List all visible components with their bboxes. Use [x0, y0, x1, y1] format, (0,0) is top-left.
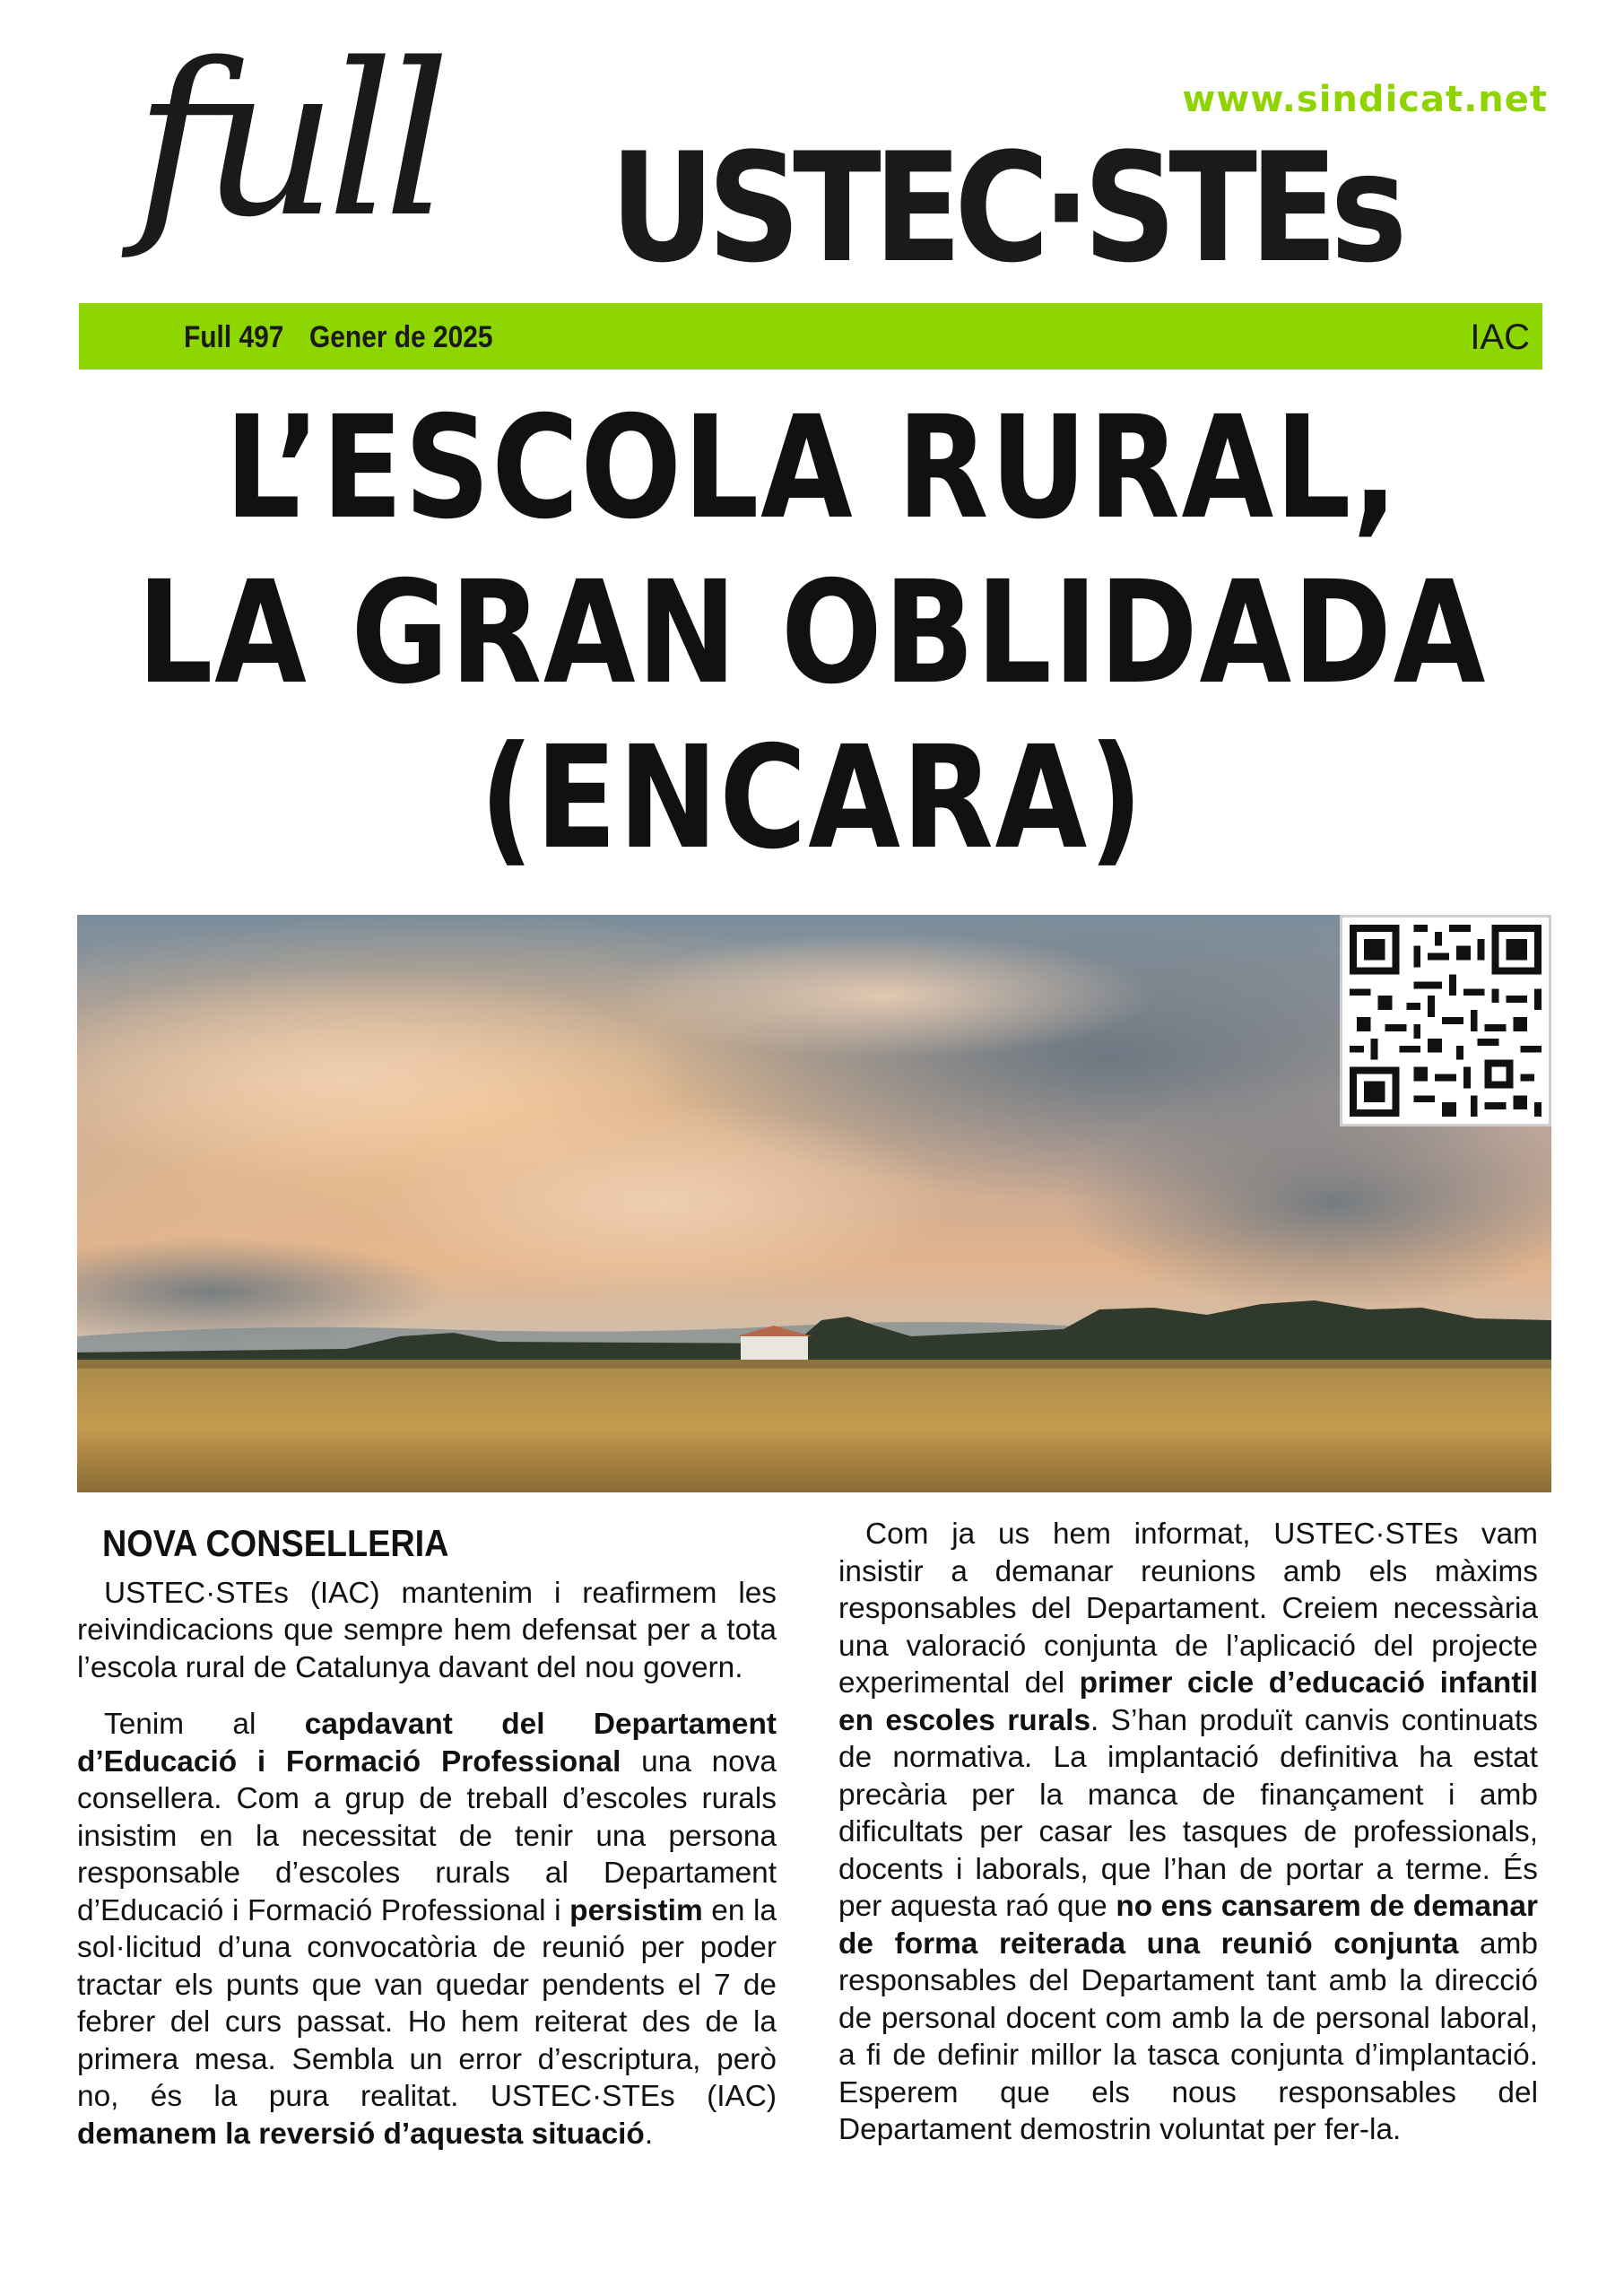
issue-number: Full 497 — [184, 320, 284, 354]
text: amb responsables del Departament tant amb la direcció de personal docent com amb la de personal laboral, a fi de definir millor la tasca conjunta d’implantació. Esperem que els nous responsables del Departament demostrin voluntat per fer-la. — [838, 1926, 1538, 2146]
article-column-left — [77, 1516, 777, 2172]
issue-date: Gener de 2025 — [309, 320, 493, 354]
text: Tenim al — [104, 1708, 305, 1741]
text: . S’han produït canvis continuats de normativa. La implantació definitiva ha estat precària per la manca de finançament i amb dificultats per casar les tasques de professionals, docents i laborals, que l’han de portar a terme. És per aquesta raó que — [838, 1703, 1538, 1923]
text: en la sol·licitud d’una convocatòria de reunió per poder tractar els punts que van quedar pendents el 7 de febrer del curs passat. Ho hem reiterat des de la primera mesa. Sembla un error d’escriptura, però no, és la pura realitat. USTEC·STEs (IAC) — [77, 1893, 777, 2113]
emphasis-primer-cicle: primer cicle d’educació infantil en escoles rurals — [838, 1666, 1539, 1737]
headline — [0, 386, 1624, 881]
emphasis-reversio: demanem la reversió d’aquesta situació — [77, 2117, 645, 2151]
issue-bar — [79, 303, 1542, 370]
headline-line-1: L’ESCOLA RURAL, — [224, 386, 1400, 551]
emphasis-persistim: persistim — [569, 1893, 703, 1927]
headline-line-3: (ENCARA) — [479, 716, 1145, 881]
brand-title: USTEC·STEs — [610, 120, 1400, 296]
rural-field-sunset-photo — [77, 915, 1551, 1492]
emphasis-reunio: no ens cansarem de demanar de forma reiterada una reunió conjunta — [838, 1890, 1538, 1961]
headline-line-2: LA GRAN OBLIDADA — [136, 551, 1488, 716]
paragraph-2 — [77, 1706, 777, 2152]
full-logo: full — [135, 19, 440, 264]
qr-code-icon[interactable] — [1340, 915, 1551, 1126]
text: . — [644, 2117, 654, 2151]
text: Com ja us hem informat, USTEC·STEs vam insistir a demanar reunions amb els màxims responsables del Departament. Creiem necessària una valoració conjunta de l’aplicació del projecte experimental del — [838, 1518, 1538, 1700]
section-heading: NOVA CONSELLERIA — [102, 1522, 449, 1564]
article-column-right — [838, 1516, 1538, 2169]
text: una nova consellera. Com a grup de treball d’escoles rurals insistim en la necessitat de tenir una persona responsable d’escoles rurals al Departament d’Educació i Formació Professional i — [77, 1744, 777, 1927]
website-link[interactable]: www.sindicat.net — [1182, 79, 1548, 120]
paragraph-3 — [838, 1516, 1538, 2149]
paragraph-1: USTEC·STEs (IAC) mantenim i reafirmem les reivindicacions que sempre hem defensat per a tota l’escola rural de Catalunya davant del nou govern. — [77, 1576, 777, 1684]
section-tag: IAC — [1470, 317, 1530, 357]
emphasis-department: capdavant del Departament d’Educació i Formació Professional — [77, 1708, 777, 1779]
